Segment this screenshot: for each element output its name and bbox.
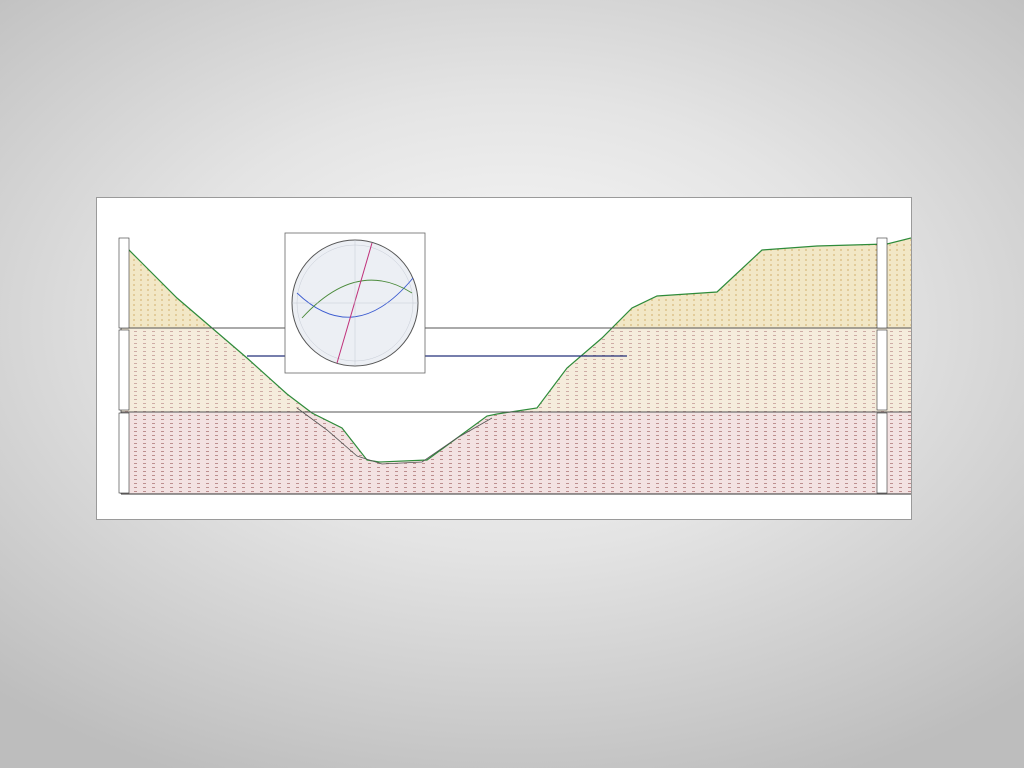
formation-column-right	[877, 238, 887, 493]
geological-profile-svg	[97, 198, 912, 520]
geological-profile-figure	[96, 197, 912, 520]
formation-column-left	[119, 238, 129, 493]
stereonet-inset	[285, 233, 425, 373]
